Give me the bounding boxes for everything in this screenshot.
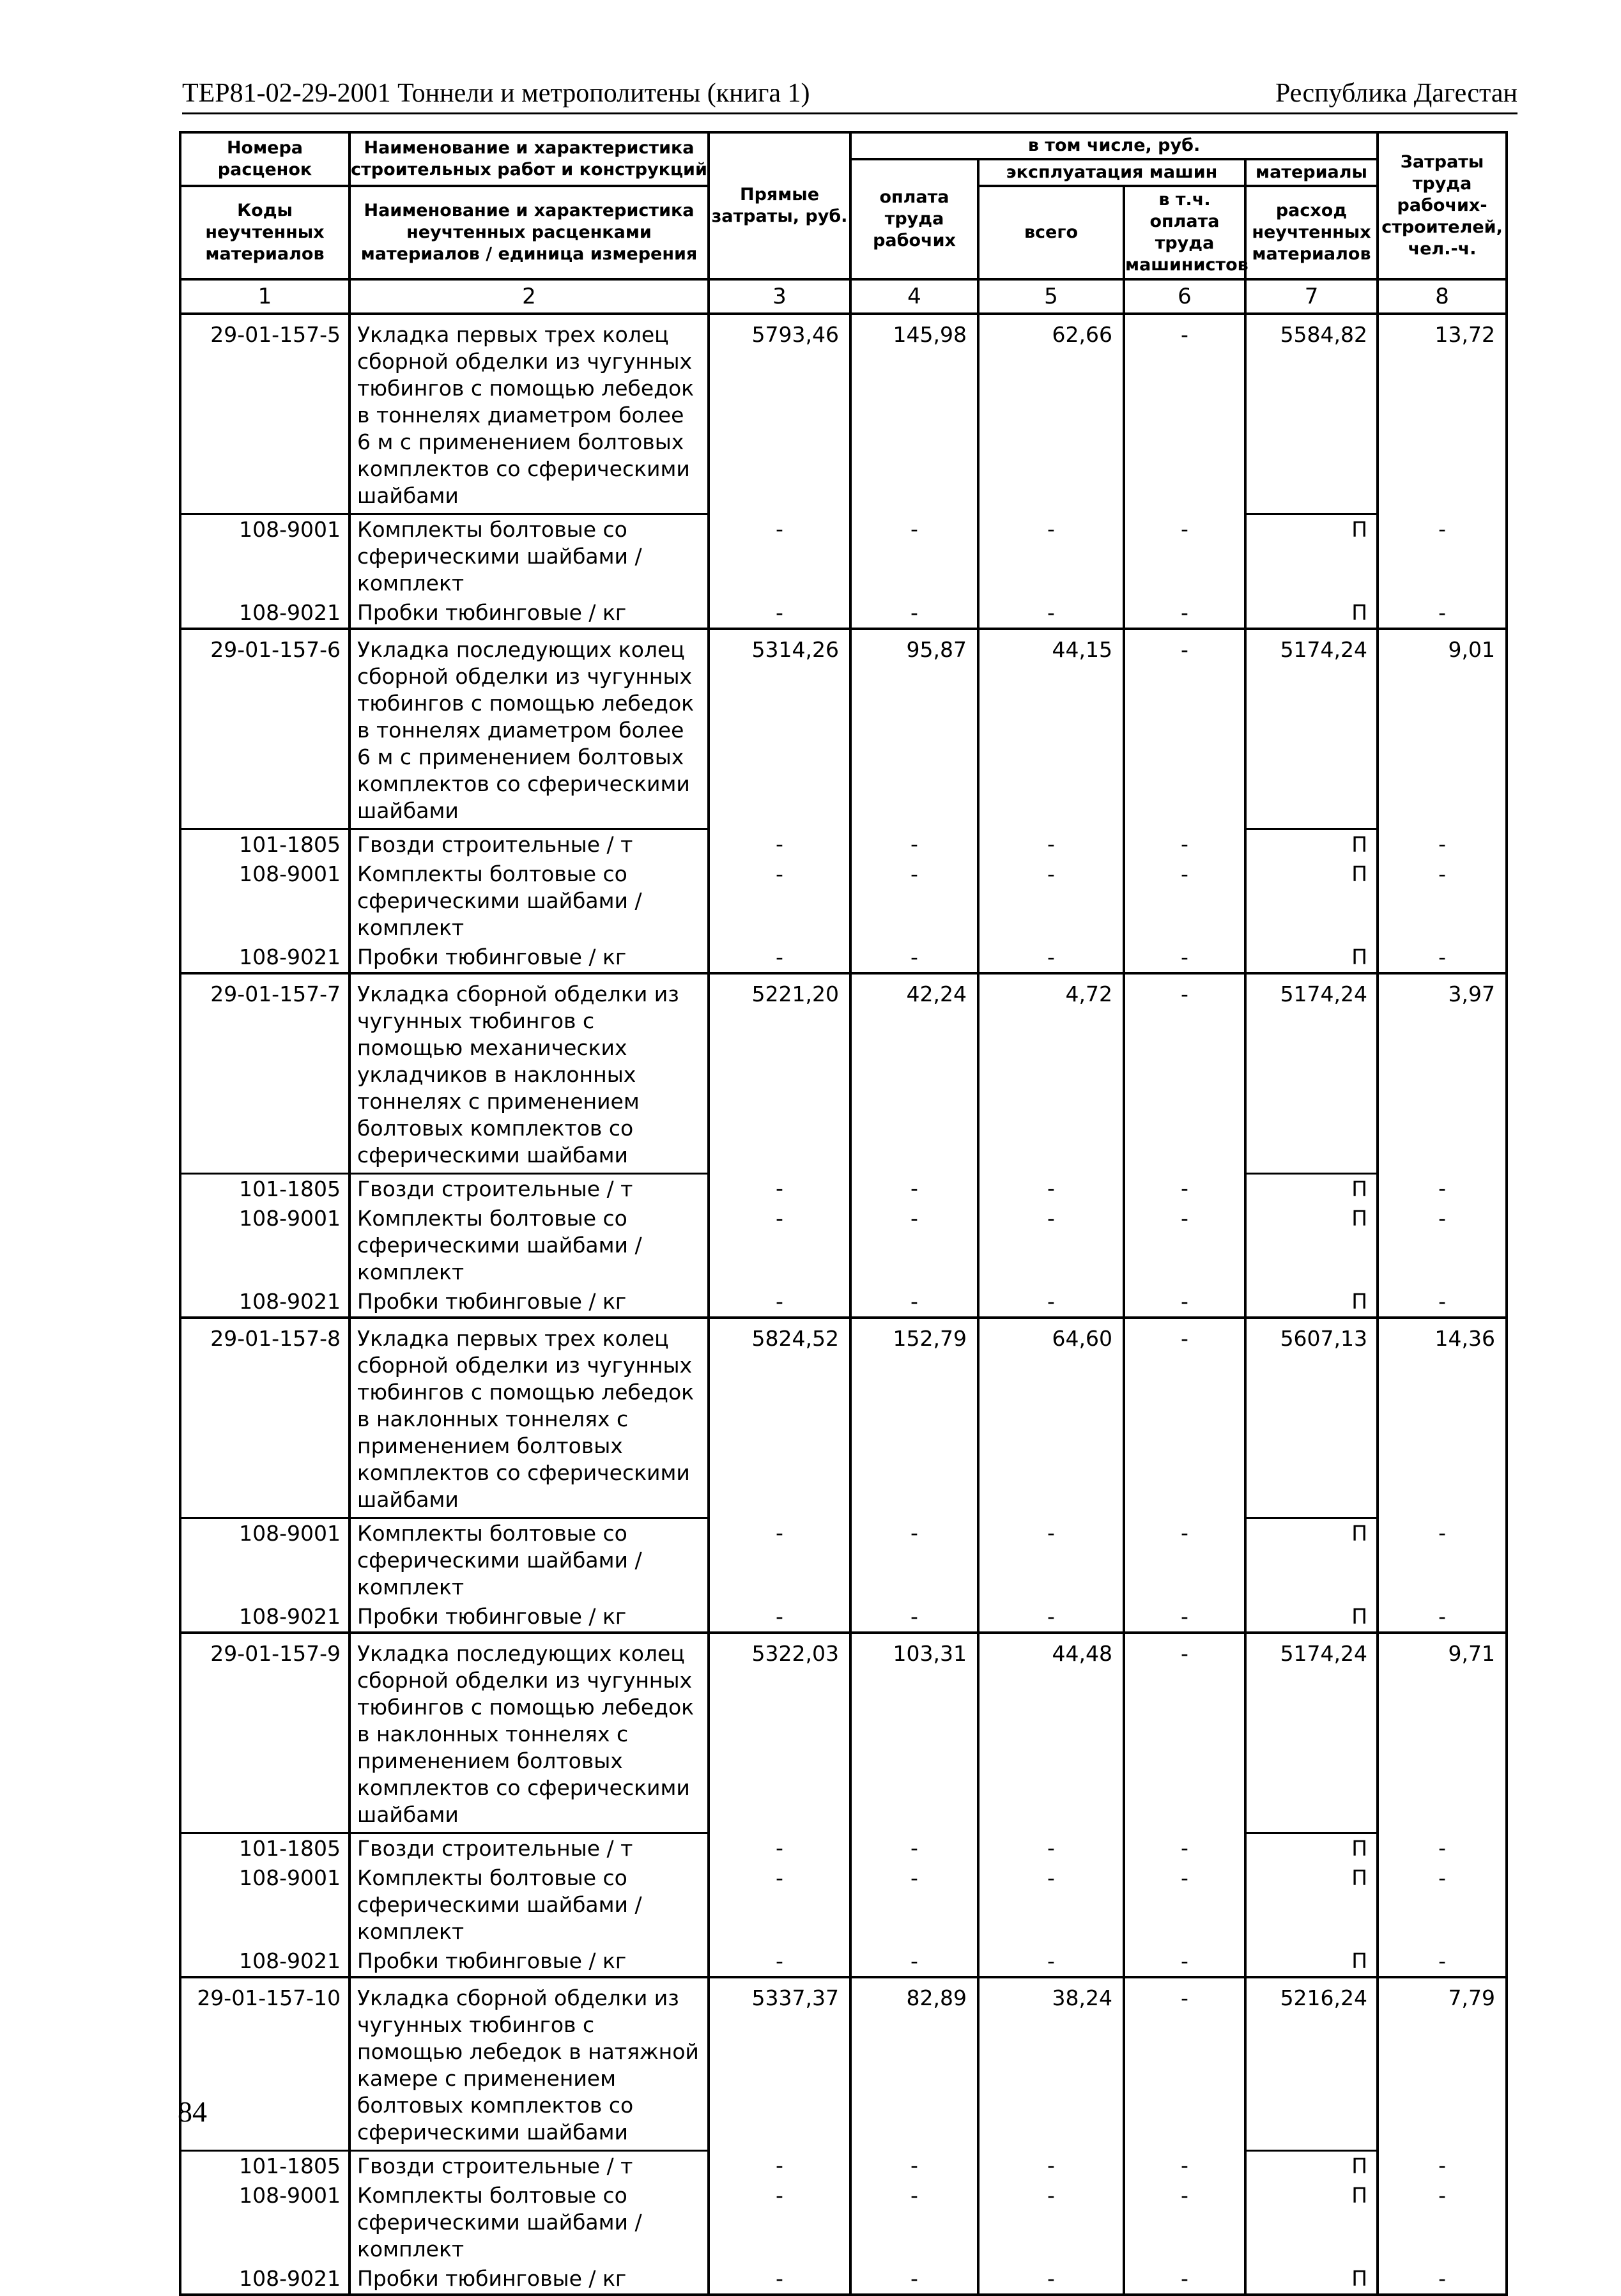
operator-wages-cell: - bbox=[1124, 2151, 1245, 2182]
worker-wages-cell: 82,89 bbox=[850, 1977, 978, 2151]
material-row bbox=[180, 1863, 1507, 1946]
material-row bbox=[180, 1602, 1507, 1633]
machine-costs-cell: 44,15 bbox=[978, 629, 1124, 829]
description-cell: Гвозди строительные / т bbox=[350, 2151, 709, 2182]
rate-code-cell: 29-01-157-8 bbox=[180, 1318, 350, 1518]
header-unaccounted-materials: расход неучтенных материалов bbox=[1245, 186, 1378, 279]
rate-code-cell: 108-9001 bbox=[180, 1518, 350, 1603]
header-direct-costs: Прямые затраты, руб. bbox=[709, 132, 850, 279]
worker-wages-cell: - bbox=[850, 829, 978, 860]
materials-cell: 5174,24 bbox=[1245, 629, 1378, 829]
description-cell: Укладка первых трех колец сборной обделки из чугунных тюбингов с помощью лебедок в тоннелях диаметром более 6 м с применением болтовых комплектов со сферическими шайбами bbox=[350, 314, 709, 514]
direct-costs-cell: - bbox=[709, 2151, 850, 2182]
material-row bbox=[180, 943, 1507, 973]
direct-costs-cell: - bbox=[709, 1602, 850, 1633]
worker-wages-cell: - bbox=[850, 943, 978, 973]
operator-wages-cell: - bbox=[1124, 1833, 1245, 1864]
materials-cell: П bbox=[1245, 1287, 1378, 1318]
rate-row bbox=[180, 629, 1507, 829]
labor-hours-cell: - bbox=[1378, 943, 1507, 973]
description-cell: Пробки тюбинговые / кг bbox=[350, 598, 709, 629]
description-cell: Пробки тюбинговые / кг bbox=[350, 1287, 709, 1318]
materials-cell: 5607,13 bbox=[1245, 1318, 1378, 1518]
description-cell: Комплекты болтовые со сферическими шайбами / комплект bbox=[350, 1204, 709, 1287]
rate-row bbox=[180, 1633, 1507, 1833]
direct-costs-cell: 5337,37 bbox=[709, 1977, 850, 2151]
rate-row bbox=[180, 1977, 1507, 2151]
worker-wages-cell: - bbox=[850, 1174, 978, 1205]
machine-costs-cell: - bbox=[978, 1602, 1124, 1633]
description-cell: Пробки тюбинговые / кг bbox=[350, 1946, 709, 1977]
operator-wages-cell: - bbox=[1124, 514, 1245, 599]
materials-cell: П bbox=[1245, 1863, 1378, 1946]
header-machine-operation: эксплуатация машин bbox=[978, 159, 1245, 186]
labor-hours-cell: 3,97 bbox=[1378, 973, 1507, 1174]
labor-hours-cell: 14,36 bbox=[1378, 1318, 1507, 1518]
column-number: 3 bbox=[709, 279, 850, 314]
labor-hours-cell: 7,79 bbox=[1378, 1977, 1507, 2151]
description-cell: Укладка первых трех колец сборной обделки из чугунных тюбингов с помощью лебедок в наклонных тоннелях с применением болтовых комплектов со сферическими шайбами bbox=[350, 1318, 709, 1518]
column-number: 4 bbox=[850, 279, 978, 314]
worker-wages-cell: - bbox=[850, 1204, 978, 1287]
description-cell: Укладка последующих колец сборной обделки из чугунных тюбингов с помощью лебедок в наклонных тоннелях с применением болтовых комплектов со сферическими шайбами bbox=[350, 1633, 709, 1833]
machine-costs-cell: - bbox=[978, 829, 1124, 860]
labor-hours-cell: - bbox=[1378, 1204, 1507, 1287]
machine-costs-cell: 64,60 bbox=[978, 1318, 1124, 1518]
direct-costs-cell: - bbox=[709, 1174, 850, 1205]
rate-row bbox=[180, 973, 1507, 1174]
machine-costs-cell: - bbox=[978, 943, 1124, 973]
rate-code-cell: 108-9021 bbox=[180, 943, 350, 973]
material-row bbox=[180, 829, 1507, 860]
materials-cell: П bbox=[1245, 514, 1378, 599]
header-material-description: Наименование и характеристика неучтенных расценками материалов / единица измерения bbox=[350, 186, 709, 279]
operator-wages-cell: - bbox=[1124, 1174, 1245, 1205]
materials-cell: П bbox=[1245, 1174, 1378, 1205]
machine-costs-cell: - bbox=[978, 1204, 1124, 1287]
material-row bbox=[180, 514, 1507, 599]
description-cell: Укладка последующих колец сборной обделки из чугунных тюбингов с помощью лебедок в тоннелях диаметром более 6 м с применением болтовых комплектов со сферическими шайбами bbox=[350, 629, 709, 829]
worker-wages-cell: - bbox=[850, 1287, 978, 1318]
rate-code-cell: 29-01-157-7 bbox=[180, 973, 350, 1174]
materials-cell: П bbox=[1245, 2181, 1378, 2264]
description-cell: Гвозди строительные / т bbox=[350, 1833, 709, 1864]
materials-cell: П bbox=[1245, 598, 1378, 629]
direct-costs-cell: - bbox=[709, 943, 850, 973]
operator-wages-cell: - bbox=[1124, 1287, 1245, 1318]
worker-wages-cell: - bbox=[850, 1863, 978, 1946]
material-row bbox=[180, 1833, 1507, 1864]
labor-hours-cell: - bbox=[1378, 1518, 1507, 1603]
labor-hours-cell: - bbox=[1378, 514, 1507, 599]
region-name: Республика Дагестан bbox=[1275, 79, 1517, 108]
header-materials: материалы bbox=[1245, 159, 1378, 186]
table-header bbox=[180, 132, 1507, 314]
machine-costs-cell: - bbox=[978, 1863, 1124, 1946]
worker-wages-cell: - bbox=[850, 1946, 978, 1977]
header-worker-wages: оплата труда рабочих bbox=[850, 159, 978, 279]
operator-wages-cell: - bbox=[1124, 629, 1245, 829]
material-row bbox=[180, 2181, 1507, 2264]
rate-code-cell: 29-01-157-10 bbox=[180, 1977, 350, 2151]
material-row bbox=[180, 2151, 1507, 2182]
materials-cell: 5584,82 bbox=[1245, 314, 1378, 514]
materials-cell: П bbox=[1245, 2264, 1378, 2295]
direct-costs-cell: 5824,52 bbox=[709, 1318, 850, 1518]
operator-wages-cell: - bbox=[1124, 1946, 1245, 1977]
labor-hours-cell: - bbox=[1378, 1833, 1507, 1864]
document-title: ТЕР81-02-29-2001 Тоннели и метрополитены (книга 1) bbox=[182, 79, 810, 108]
header-labor-hours: Затраты труда рабочих-строителей, чел.-ч. bbox=[1378, 132, 1507, 279]
rate-code-cell: 108-9021 bbox=[180, 598, 350, 629]
machine-costs-cell: - bbox=[978, 1287, 1124, 1318]
page-number: 84 bbox=[178, 2095, 207, 2128]
labor-hours-cell: 9,01 bbox=[1378, 629, 1507, 829]
direct-costs-cell: 5221,20 bbox=[709, 973, 850, 1174]
direct-costs-cell: - bbox=[709, 2264, 850, 2295]
materials-cell: 5174,24 bbox=[1245, 1633, 1378, 1833]
rates-table bbox=[179, 131, 1508, 2296]
description-cell: Укладка сборной обделки из чугунных тюбингов с помощью механических укладчиков в наклонных тоннелях с применением болтовых комплектов со сферическими шайбами bbox=[350, 973, 709, 1174]
description-cell: Укладка сборной обделки из чугунных тюбингов с помощью лебедок в натяжной камере с применением болтовых комплектов со сферическими шайбами bbox=[350, 1977, 709, 2151]
worker-wages-cell: 145,98 bbox=[850, 314, 978, 514]
worker-wages-cell: - bbox=[850, 514, 978, 599]
header-including: в том числе, руб. bbox=[850, 132, 1378, 159]
operator-wages-cell: - bbox=[1124, 2181, 1245, 2264]
machine-costs-cell: - bbox=[978, 2181, 1124, 2264]
header-rate-numbers: Номера расценок bbox=[180, 132, 350, 186]
worker-wages-cell: - bbox=[850, 1518, 978, 1603]
direct-costs-cell: - bbox=[709, 1287, 850, 1318]
worker-wages-cell: - bbox=[850, 1833, 978, 1864]
labor-hours-cell: - bbox=[1378, 1287, 1507, 1318]
operator-wages-cell: - bbox=[1124, 1602, 1245, 1633]
material-row bbox=[180, 1204, 1507, 1287]
column-number: 6 bbox=[1124, 279, 1245, 314]
operator-wages-cell: - bbox=[1124, 943, 1245, 973]
table-body bbox=[180, 314, 1507, 2295]
labor-hours-cell: - bbox=[1378, 1946, 1507, 1977]
direct-costs-cell: - bbox=[709, 1204, 850, 1287]
labor-hours-cell: - bbox=[1378, 1602, 1507, 1633]
labor-hours-cell: - bbox=[1378, 598, 1507, 629]
worker-wages-cell: - bbox=[850, 1602, 978, 1633]
column-number: 8 bbox=[1378, 279, 1507, 314]
materials-cell: П bbox=[1245, 1833, 1378, 1864]
direct-costs-cell: - bbox=[709, 598, 850, 629]
column-number: 1 bbox=[180, 279, 350, 314]
header-operator-wages: в т.ч. оплата труда машинистов bbox=[1124, 186, 1245, 279]
direct-costs-cell: - bbox=[709, 1833, 850, 1864]
labor-hours-cell: 13,72 bbox=[1378, 314, 1507, 514]
description-cell: Пробки тюбинговые / кг bbox=[350, 943, 709, 973]
machine-costs-cell: 44,48 bbox=[978, 1633, 1124, 1833]
direct-costs-cell: 5793,46 bbox=[709, 314, 850, 514]
direct-costs-cell: - bbox=[709, 859, 850, 943]
rate-code-cell: 101-1805 bbox=[180, 1833, 350, 1864]
worker-wages-cell: 103,31 bbox=[850, 1633, 978, 1833]
operator-wages-cell: - bbox=[1124, 1318, 1245, 1518]
machine-costs-cell: - bbox=[978, 1946, 1124, 1977]
machine-costs-cell: - bbox=[978, 1174, 1124, 1205]
direct-costs-cell: - bbox=[709, 1863, 850, 1946]
machine-costs-cell: 4,72 bbox=[978, 973, 1124, 1174]
machine-costs-cell: - bbox=[978, 1518, 1124, 1603]
machine-costs-cell: 38,24 bbox=[978, 1977, 1124, 2151]
materials-cell: 5174,24 bbox=[1245, 973, 1378, 1174]
worker-wages-cell: 95,87 bbox=[850, 629, 978, 829]
description-cell: Гвозди строительные / т bbox=[350, 829, 709, 860]
machine-costs-cell: - bbox=[978, 2264, 1124, 2295]
rate-row bbox=[180, 1318, 1507, 1518]
header-material-codes: Коды неучтенных материалов bbox=[180, 186, 350, 279]
operator-wages-cell: - bbox=[1124, 1977, 1245, 2151]
material-row bbox=[180, 598, 1507, 629]
labor-hours-cell: - bbox=[1378, 1174, 1507, 1205]
rate-code-cell: 108-9021 bbox=[180, 1946, 350, 1977]
running-header bbox=[182, 74, 1517, 112]
machine-costs-cell: - bbox=[978, 598, 1124, 629]
rate-code-cell: 108-9001 bbox=[180, 2181, 350, 2264]
worker-wages-cell: - bbox=[850, 2181, 978, 2264]
operator-wages-cell: - bbox=[1124, 1204, 1245, 1287]
rate-code-cell: 108-9001 bbox=[180, 859, 350, 943]
labor-hours-cell: - bbox=[1378, 859, 1507, 943]
operator-wages-cell: - bbox=[1124, 829, 1245, 860]
rates-table-wrapper bbox=[179, 131, 1505, 2296]
description-cell: Комплекты болтовые со сферическими шайбами / комплект bbox=[350, 1518, 709, 1603]
material-row bbox=[180, 859, 1507, 943]
rate-code-cell: 108-9021 bbox=[180, 1602, 350, 1633]
rate-code-cell: 101-1805 bbox=[180, 2151, 350, 2182]
operator-wages-cell: - bbox=[1124, 973, 1245, 1174]
labor-hours-cell: - bbox=[1378, 2151, 1507, 2182]
column-number: 7 bbox=[1245, 279, 1378, 314]
labor-hours-cell: - bbox=[1378, 829, 1507, 860]
operator-wages-cell: - bbox=[1124, 598, 1245, 629]
labor-hours-cell: 9,71 bbox=[1378, 1633, 1507, 1833]
header-machines-total: всего bbox=[978, 186, 1124, 279]
materials-cell: П bbox=[1245, 1602, 1378, 1633]
rate-code-cell: 29-01-157-5 bbox=[180, 314, 350, 514]
machine-costs-cell: 62,66 bbox=[978, 314, 1124, 514]
column-number-row bbox=[180, 279, 1507, 314]
direct-costs-cell: - bbox=[709, 2181, 850, 2264]
header-work-description: Наименование и характеристика строительных работ и конструкций bbox=[350, 132, 709, 186]
worker-wages-cell: 42,24 bbox=[850, 973, 978, 1174]
description-cell: Гвозди строительные / т bbox=[350, 1174, 709, 1205]
machine-costs-cell: - bbox=[978, 859, 1124, 943]
worker-wages-cell: - bbox=[850, 2264, 978, 2295]
materials-cell: П bbox=[1245, 943, 1378, 973]
machine-costs-cell: - bbox=[978, 514, 1124, 599]
rate-code-cell: 101-1805 bbox=[180, 1174, 350, 1205]
description-cell: Комплекты болтовые со сферическими шайбами / комплект bbox=[350, 859, 709, 943]
header-rule bbox=[182, 112, 1517, 114]
direct-costs-cell: - bbox=[709, 514, 850, 599]
description-cell: Комплекты болтовые со сферическими шайбами / комплект bbox=[350, 514, 709, 599]
description-cell: Комплекты болтовые со сферическими шайбами / комплект bbox=[350, 1863, 709, 1946]
operator-wages-cell: - bbox=[1124, 1633, 1245, 1833]
rate-code-cell: 108-9021 bbox=[180, 2264, 350, 2295]
direct-costs-cell: - bbox=[709, 1518, 850, 1603]
direct-costs-cell: - bbox=[709, 829, 850, 860]
rate-code-cell: 101-1805 bbox=[180, 829, 350, 860]
rate-code-cell: 108-9001 bbox=[180, 1863, 350, 1946]
direct-costs-cell: 5322,03 bbox=[709, 1633, 850, 1833]
operator-wages-cell: - bbox=[1124, 314, 1245, 514]
rate-row bbox=[180, 314, 1507, 514]
description-cell: Пробки тюбинговые / кг bbox=[350, 2264, 709, 2295]
direct-costs-cell: 5314,26 bbox=[709, 629, 850, 829]
column-number: 5 bbox=[978, 279, 1124, 314]
rate-code-cell: 108-9021 bbox=[180, 1287, 350, 1318]
column-number: 2 bbox=[350, 279, 709, 314]
labor-hours-cell: - bbox=[1378, 1863, 1507, 1946]
materials-cell: П bbox=[1245, 2151, 1378, 2182]
rate-code-cell: 108-9001 bbox=[180, 1204, 350, 1287]
labor-hours-cell: - bbox=[1378, 2181, 1507, 2264]
material-row bbox=[180, 1174, 1507, 1205]
direct-costs-cell: - bbox=[709, 1946, 850, 1977]
operator-wages-cell: - bbox=[1124, 1863, 1245, 1946]
materials-cell: П bbox=[1245, 1518, 1378, 1603]
material-row bbox=[180, 2264, 1507, 2295]
worker-wages-cell: - bbox=[850, 2151, 978, 2182]
machine-costs-cell: - bbox=[978, 2151, 1124, 2182]
operator-wages-cell: - bbox=[1124, 859, 1245, 943]
material-row bbox=[180, 1946, 1507, 1977]
worker-wages-cell: - bbox=[850, 598, 978, 629]
rate-code-cell: 108-9001 bbox=[180, 514, 350, 599]
material-row bbox=[180, 1518, 1507, 1603]
material-row bbox=[180, 1287, 1507, 1318]
materials-cell: П bbox=[1245, 1204, 1378, 1287]
operator-wages-cell: - bbox=[1124, 1518, 1245, 1603]
rate-code-cell: 29-01-157-9 bbox=[180, 1633, 350, 1833]
materials-cell: П bbox=[1245, 829, 1378, 860]
worker-wages-cell: - bbox=[850, 859, 978, 943]
operator-wages-cell: - bbox=[1124, 2264, 1245, 2295]
materials-cell: П bbox=[1245, 1946, 1378, 1977]
labor-hours-cell: - bbox=[1378, 2264, 1507, 2295]
machine-costs-cell: - bbox=[978, 1833, 1124, 1864]
rate-code-cell: 29-01-157-6 bbox=[180, 629, 350, 829]
description-cell: Комплекты болтовые со сферическими шайбами / комплект bbox=[350, 2181, 709, 2264]
materials-cell: 5216,24 bbox=[1245, 1977, 1378, 2151]
materials-cell: П bbox=[1245, 859, 1378, 943]
description-cell: Пробки тюбинговые / кг bbox=[350, 1602, 709, 1633]
worker-wages-cell: 152,79 bbox=[850, 1318, 978, 1518]
